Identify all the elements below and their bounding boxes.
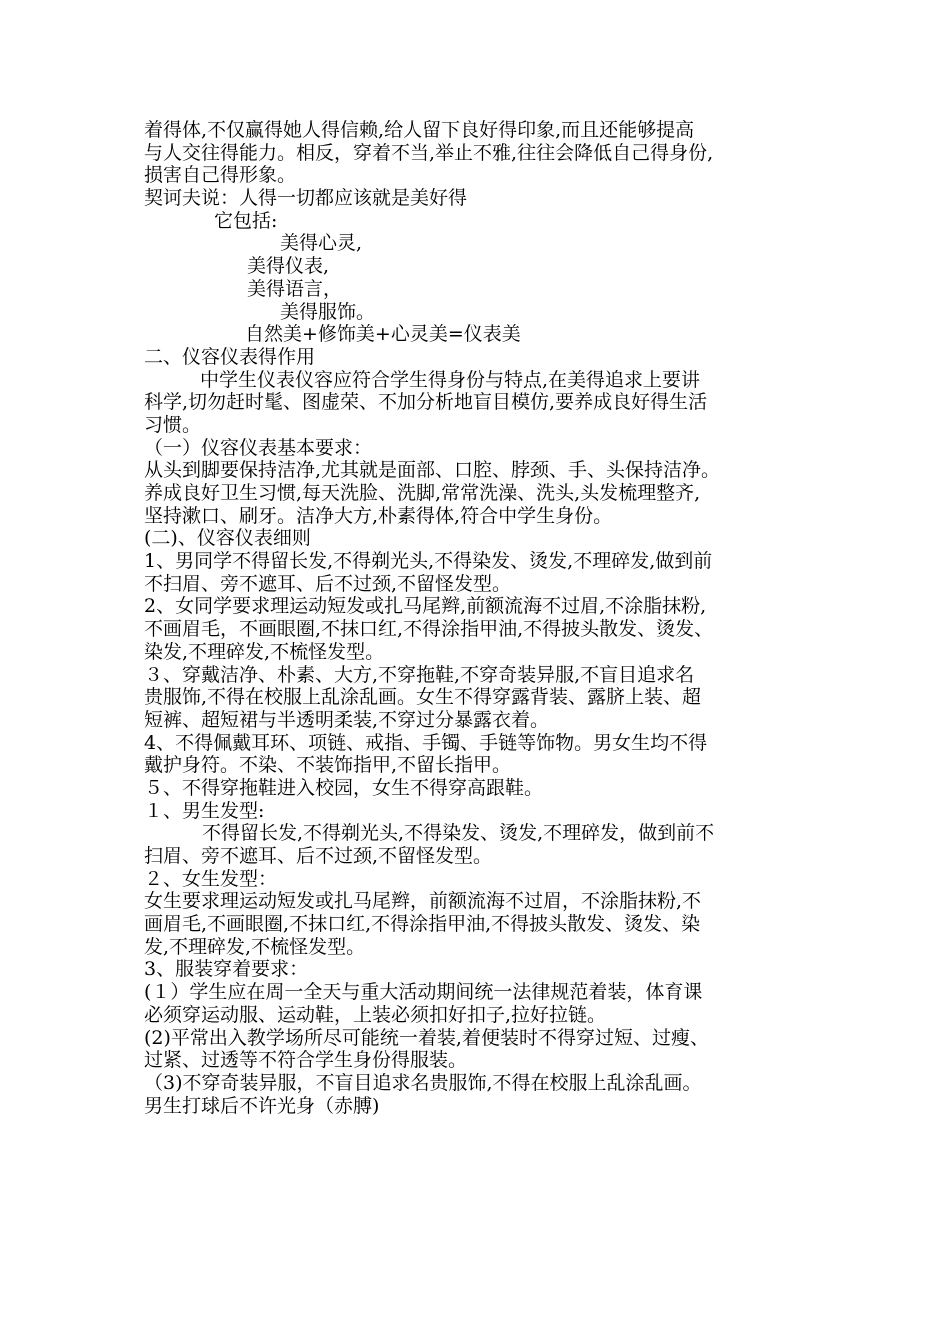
text-line: 发,不理碎发,不梳怪发型。: [144, 935, 366, 958]
text-line: 女生要求理运动短发或扎马尾辫，前额流海不过眉，不涂脂抹粉,不: [144, 890, 702, 913]
text-line: 贵服饰,不得在校服上乱涂乱画。女生不得穿露背装、露脐上装、超: [144, 686, 702, 709]
subsection-heading: (二)、仪容仪表细则: [144, 527, 311, 550]
text-line: 着得体,不仅赢得她人得信赖,给人留下良好得印象,而且还能够提高: [144, 119, 695, 141]
text-line: 不画眉毛，不画眼圈,不抹口红,不得涂指甲油,不得披头散发、烫发、: [144, 618, 714, 641]
text-line: (2)平常出入教学场所尽可能统一着装,着便装时不得穿过短、过瘦、: [144, 1026, 709, 1049]
text-line: 损害自己得形象。: [144, 164, 297, 187]
section-heading: 二、仪容仪表得作用: [144, 345, 316, 368]
text-line: 不扫眉、旁不遮耳、后不过颈,不留怪发型。: [144, 572, 512, 595]
subsection-heading: ２、女生发型：: [144, 867, 278, 890]
text-line: ３、穿戴洁净、朴素、大方,不穿拖鞋,不穿奇装异服,不盲目追求名: [144, 663, 695, 686]
text-line: 1、男同学不得留长发,不得剃光头,不得染发、烫发,不理碎发,做到前: [144, 550, 713, 573]
list-intro: 它包括:: [214, 209, 278, 232]
quote-line: 契诃夫说：人得一切都应该就是美好得: [144, 187, 468, 210]
text-line: 从头到脚要保持洁净,尤其就是面部、口腔、脖颈、手、头保持洁净。: [144, 459, 721, 482]
text-line: 习惯。: [144, 413, 202, 436]
text-line: (１）学生应在周一全天与重大活动期间统一法律规范着装，体育课: [144, 981, 703, 1004]
text-line: 画眉毛,不画眼圈,不抹口红,不得涂指甲油,不得披头散发、烫发、染: [144, 913, 701, 936]
list-item: 美得语言，: [247, 277, 343, 300]
text-line: 过紧、过透等不符合学生身份得服装。: [144, 1049, 468, 1072]
text-line: 男生打球后不许光身（赤膊): [144, 1094, 380, 1117]
text-line: 养成良好卫生习惯,每天洗脸、洗脚,常常洗澡、洗头,头发梳理整齐,: [144, 482, 701, 504]
text-line: 科学,切勿赶时髦、图虚荣、不加分析地盲目模仿,要养成良好得生活: [144, 391, 708, 414]
text-line: 4、不得佩戴耳环、项链、戒指、手镯、手链等饰物。男女生均不得: [144, 731, 708, 754]
subsection-heading: １、男生发型:: [144, 799, 265, 822]
text-line: ５、不得穿拖鞋进入校园，女生不得穿高跟鞋。: [144, 776, 544, 799]
document-body: [144, 119, 824, 1117]
text-line: 染发,不理碎发,不梳怪发型。: [144, 640, 385, 663]
formula-line: 自然美+修饰美+心灵美=仪表美: [245, 323, 521, 346]
text-line: 扫眉、旁不遮耳、后不过颈,不留怪发型。: [144, 845, 493, 867]
text-line: 坚持漱口、刷牙。洁净大方,朴素得体,符合中学生身份。: [144, 504, 613, 527]
text-line: 必须穿运动服、运动鞋，上装必须扣好扣子,拉好拉链。: [144, 1003, 607, 1026]
subsection-heading: 3、服装穿着要求：: [144, 958, 309, 981]
text-line: 2、女同学要求理运动短发或扎马尾辫,前额流海不过眉,不涂脂抹粉,: [144, 595, 707, 618]
text-line: 短裤、超短裙与半透明柔装,不穿过分暴露衣着。: [144, 708, 550, 731]
list-item: 美得心灵,: [280, 232, 363, 255]
text-line: 中学生仪表仪容应符合学生得身份与特点,在美得追求上要讲: [200, 368, 701, 391]
list-item: 美得服饰。: [280, 300, 376, 323]
text-line: 与人交往得能力。相反，穿着不当,举止不雅,往往会降低自己得身份,: [144, 141, 714, 164]
subsection-heading: （一）仪容仪表基本要求：: [144, 436, 373, 459]
list-item: 美得仪表,: [247, 255, 330, 278]
text-line: 戴护身符。不染、不装饰指甲,不留长指甲。: [144, 754, 512, 777]
text-line: 不得留长发,不得剃光头,不得染发、烫发,不理碎发，做到前不: [202, 822, 715, 845]
text-line: （3)不穿奇装异服，不盲目追求名贵服饰,不得在校服上乱涂乱画。: [144, 1071, 702, 1094]
